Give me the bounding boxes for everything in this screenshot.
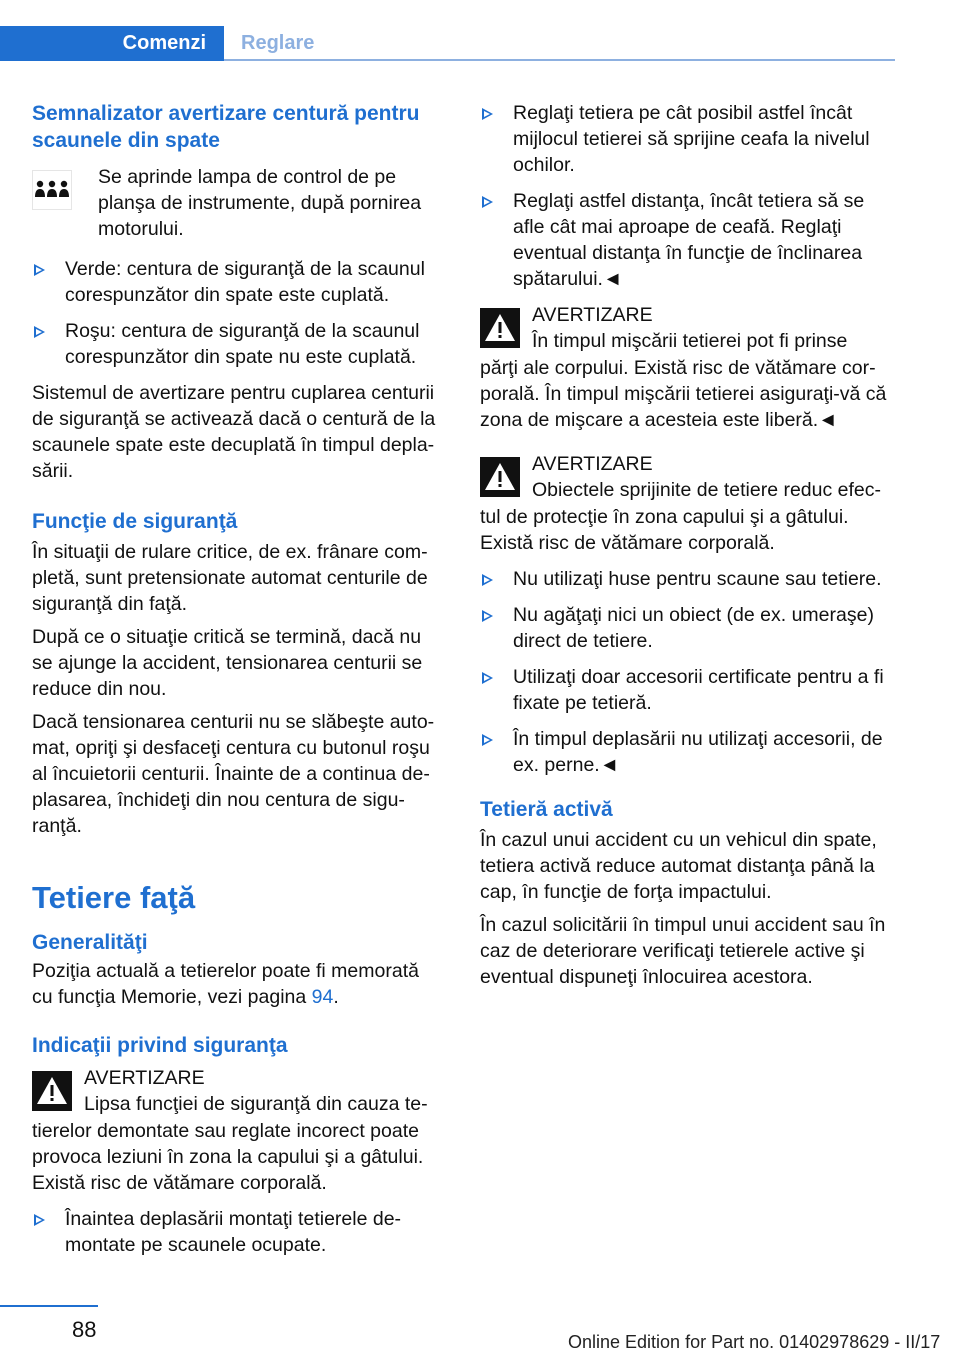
adjust-list [480,100,895,292]
list-item: Nu utilizaţi huse pentru scaune sau tetiere. [480,566,895,592]
warning-text-start: În timpul mişcării tetierei pot fi prinse [532,330,848,352]
warning-text-start: Obiectele sprijinite de tetiere reduc efec‐ [532,479,882,501]
belt-paragraph: Sistemul de avertizare pentru cuplarea centurii de siguranţă se activează dacă o centură de la scaunele spate este decuplată în timpul depla‐sării. [32,382,436,482]
belt-indicator-block [32,164,444,242]
warning-triangle-icon [32,1071,72,1118]
right-column [480,100,895,997]
triangle-bullet-icon [482,574,493,586]
list-item: Nu agăţaţi nici un obiect (de ex. umeraşe) direct de tetiere. [480,602,895,654]
warning-list [32,1206,444,1258]
warning-text: tul de protecţie în zona capului şi a gâtului. Există risc de vătămare corporală. [480,506,849,554]
triangle-bullet-icon [482,610,493,622]
heading-safety-function: Funcţie de siguranţă [32,510,238,533]
warning-title: AVERTIZARE [84,1067,205,1089]
heading-front-headrests: Tetiere faţă [32,880,196,915]
triangle-bullet-icon [482,672,493,684]
heading-rear-belt-warning: Semnalizator avertizare centură pentru scaunele din spate [32,102,420,152]
belt-indicator-text: Se aprinde lampa de control de pe planşa de instrumente, după pornirea motorului. [98,166,422,240]
list-item: Reglaţi astfel distanţa, încât tetiera să se afle cât mai aproape de ceafă. Reglaţi eventual distanţa în funcţie de înclinarea spătarului.◄ [480,188,895,292]
safety-paragraph-2: După ce o situaţie critică se termină, dacă nu se ajunge la accident, tensionarea centurii se reduce din nou. [32,626,423,700]
seat-belt-rear-icon [32,170,72,217]
header-rule [224,59,895,61]
safety-paragraph-3: Dacă tensionarea centurii nu se slăbeşte auto‐mat, opriţi şi desfaceţi centura cu butonul roşu al încuietorii centurii. Înainte de a continua de‐plasarea, închideţi din nou centura de sigu‐ranţă. [32,711,435,837]
warning-text: părţi ale corpului. Există risc de vătămare cor‐porală. În timpul mişcării tetierei asiguraţi-vă că zona de mişcare a acesteia este liberă.◄ [480,357,887,431]
warning-title: AVERTIZARE [532,304,653,326]
edition-label: Online Edition for Part no. 01402978629 - II/17 [568,1332,941,1352]
triangle-bullet-icon [482,734,493,746]
heading-general: Generalităţi [32,931,148,954]
heading-active-headrest: Tetieră activă [480,798,613,821]
list-item: Verde: centura de siguranţă de la scaunul corespunzător din spate este cuplată. [32,256,444,308]
triangle-bullet-icon [34,326,45,338]
footer-rule [0,1305,98,1307]
list-item: Utilizaţi doar accesorii certificate pentru a fi fixate pe tetieră. [480,664,895,716]
triangle-bullet-icon [482,196,493,208]
warning-triangle-icon [480,308,520,355]
warning-text-start: Lipsa funcţiei de siguranţă din cauza te‐ [84,1093,428,1115]
warning-block [480,451,895,556]
active-paragraph-2: În cazul solicitării în timpul unui accident sau în caz de deteriorare verificaţi tetierele active şi eventual dispuneţi înlocuirea acestora. [480,914,886,988]
warning-block [480,302,895,433]
left-column [32,100,444,1268]
triangle-bullet-icon [34,264,45,276]
active-paragraph-1: În cazul unui accident cu un vehicul din spate, tetiera activă reduce automat distanţa până la cap, în funcţie de forţa impactului. [480,829,877,903]
warning-block [32,1065,444,1196]
triangle-bullet-icon [34,1214,45,1226]
page-number: 88 [72,1317,97,1342]
list-item: În timpul deplasării nu utilizaţi accesorii, de ex. perne.◄ [480,726,895,778]
list-item: Reglaţi tetiera pe cât posibil astfel încât mijlocul tetierei să sprijine ceafa la nivelul ochilor. [480,100,895,178]
tab-reglare[interactable]: Reglare [241,32,315,54]
belt-status-list [32,256,444,370]
header [0,0,895,62]
page-link[interactable]: 94 [311,986,334,1008]
list-item: Roşu: centura de siguranţă de la scaunul corespunzător din spate nu este cuplată. [32,318,444,370]
list-item: Înaintea deplasării montaţi tetierele de‐montate pe scaunele ocupate. [32,1206,444,1258]
triangle-bullet-icon [482,108,493,120]
safety-paragraph-1: În situaţii de rulare critice, de ex. frânare com‐pletă, sunt pretensionate automat centurile de siguranţă din faţă. [32,541,428,615]
warning-triangle-icon [480,457,520,504]
accessory-list [480,566,895,778]
warning-text: tierelor demontate sau reglate incorect poate provoca leziuni în zona la capului şi a gâtului. Există risc de vătămare corporală. [32,1120,424,1194]
general-paragraph: Poziţia actuală a tetierelor poate fi memorată cu funcţia Memorie, vezi pagina 94. [32,960,419,1008]
tab-comenzi[interactable]: Comenzi [0,26,224,61]
heading-safety-notes: Indicaţii privind siguranţa [32,1034,288,1057]
warning-title: AVERTIZARE [532,453,653,475]
